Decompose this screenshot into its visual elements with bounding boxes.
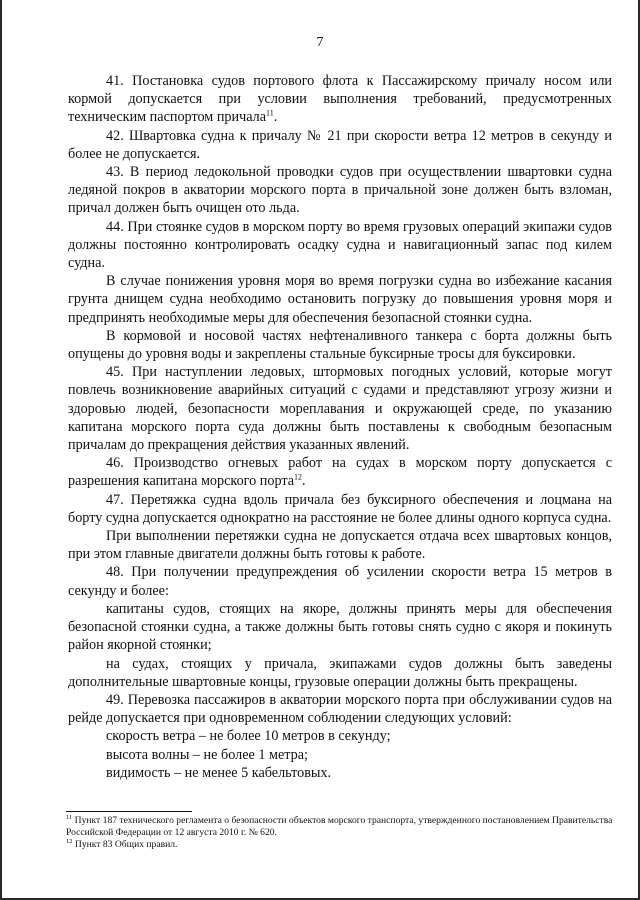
paragraph-49: 49. Перевозка пассажиров в акватории морского порта при обслуживании судов на рейде допускается при одновременном соблюдении следующих условий: — [68, 691, 612, 727]
paragraph-42: 42. Швартовка судна к причалу № 21 при скорости ветра 12 метров в секунду и более не допускается. — [68, 127, 612, 162]
footnote-ref-12[interactable]: 12 — [294, 472, 303, 482]
paragraph-47: 47. Перетяжка судна вдоль причала без буксирного обеспечения и лоцмана на борту судна допускается однократно на расстояние не более длины одного корпуса судна. — [68, 491, 612, 526]
paragraph-47-mooring: При выполнении перетяжки судна не допускается отдача всех швартовых концов, при этом главные двигатели должны быть готовы к работе. — [68, 528, 612, 563]
paragraph-44-sea-level: В случае понижения уровня моря во время погрузки судна во избежание касания грунта днищем судна необходимо остановить погрузку до повышения уровня моря и предпринять необходимые меры для обеспечения безопасной стоянки судна. — [68, 273, 612, 326]
paragraph-45: 45. При наступлении ледовых, штормовых погодных условий, которые могут повлечь возникновение аварийных ситуаций с судами и представляют угрозу жизни и здоровью людей, безопасности мореплавания и окружающей среде, по указанию капитана морского порта суда должны быть поставлены к свободным безопасным причалам до прекращения действия указанных явлений. — [68, 364, 612, 454]
paragraph-41: 41. Постановка судов портового флота к Пассажирскому причалу носом или кормой допускается при условии выполнения требований, предусмотренных техническим паспортом причала$^{11}$. — [68, 73, 612, 126]
paragraph-44-tanker: В кормовой и носовой частях нефтеналивного танкера с борта должны быть опущены до уровня воды и закреплены стальные буксирные тросы для буксировки. — [68, 327, 612, 363]
condition-wind-speed: скорость ветра – не более 10 метров в секунду; — [106, 728, 391, 745]
condition-wave-height: высота волны – не более 1 метра; — [106, 746, 308, 763]
condition-visibility: видимость – не менее 5 кабельтовых. — [106, 764, 332, 781]
footnote-11: $^{11}$ Пункт 187 технического регламента о безопасности объектов морского транспорта, утвержденного постановлением Правительства Российской Федерации от 12 августа 2010 г. № 620. — [66, 813, 613, 839]
footnote-divider — [66, 811, 192, 812]
paragraph-48-anchor: капитаны судов, стоящих на якоре, должны принять меры для обеспечения безопасной стоянки судна, а также должны быть готовы снять судно с якоря и покинуть район якорной стоянки; — [68, 600, 612, 654]
paragraph-44: 44. При стоянке судов в морском порту во время грузовых операций экипажи судов должны постоянно контролировать осадку судна и навигационный запас под килем судна. — [68, 218, 612, 272]
footnote-ref-11[interactable]: 11 — [266, 108, 274, 118]
paragraph-43: 43. В период ледокольной проводки судов при осуществлении швартовки судна ледяной покров в акватории морского порта в причальной зоне должен быть взломан, причал должен быть очищен ото льда. — [68, 164, 612, 217]
document-body — [68, 72, 612, 782]
paragraph-48: 48. При получении предупреждения об усилении скорости ветра 15 метров в секунду и более: — [68, 564, 612, 599]
paragraph-46: 46. Производство огневых работ на судах в морском порту допускается с разрешения капитана морского порта$^{12}$. — [68, 455, 612, 490]
footnotes — [66, 815, 614, 852]
page-number: 7 — [316, 35, 324, 50]
paragraph-48-berth: на судах, стоящих у причала, экипажами судов должны быть заведены дополнительные швартовные концы, грузовые операции должны быть прекращены. — [68, 655, 612, 690]
footnote-12: $^{12}$ Пункт 83 Общих правил. — [66, 838, 178, 851]
